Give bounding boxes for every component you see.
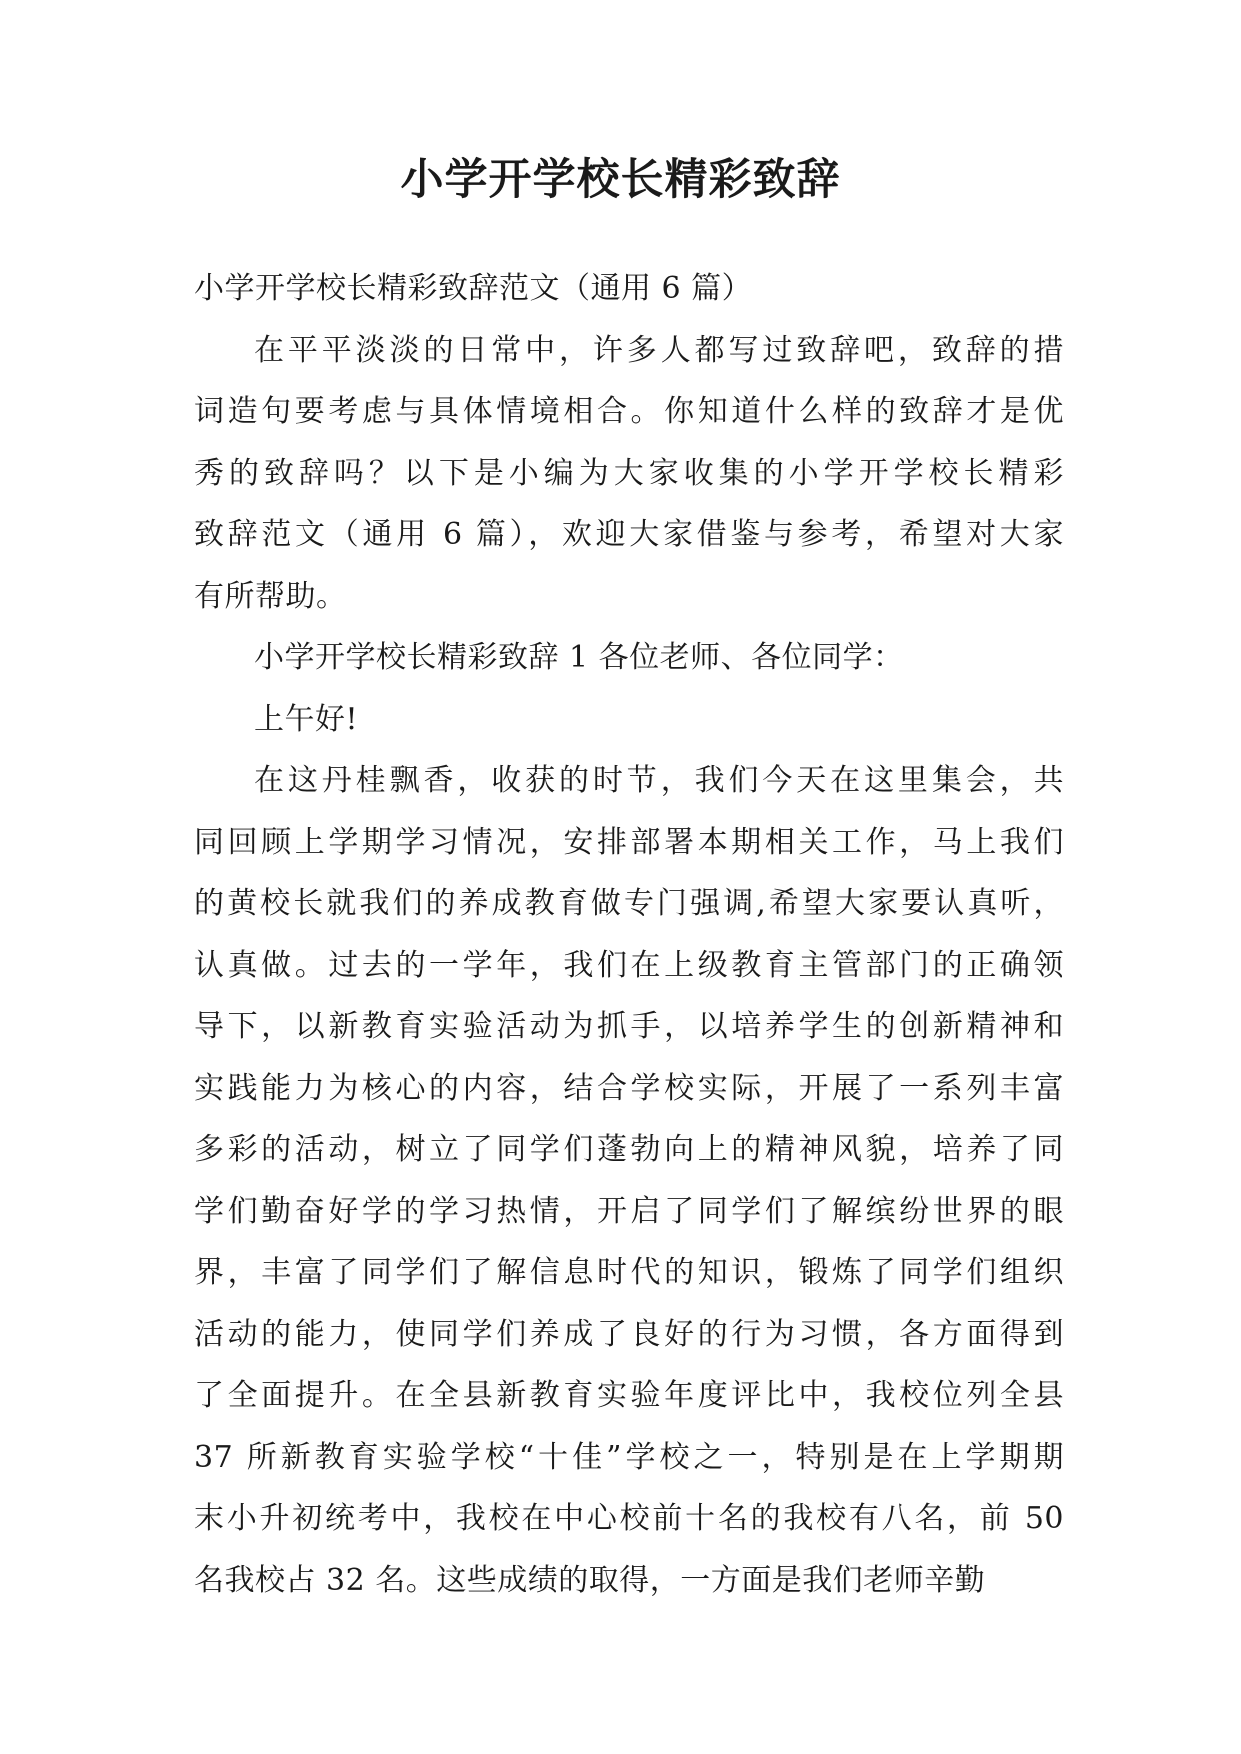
text-line: 末小升初统考中，我校在中心校前十名的我校有八名，前 50: [194, 1501, 1064, 1536]
paragraph-list: [194, 320, 1064, 1612]
text-line: 多彩的活动，树立了同学们蓬勃向上的精神风貌，培养了同: [194, 1132, 1064, 1167]
text-line: 认真做。过去的一学年，我们在上级教育主管部门的正确领: [194, 947, 1064, 983]
text-line: 小学开学校长精彩致辞范文（通用 6 篇）: [194, 271, 753, 306]
text-line: 导下，以新教育实验活动为抓手，以培养学生的创新精神和: [194, 1009, 1064, 1044]
text-line: 了全面提升。在全县新教育实验年度评比中，我校位列全县: [194, 1378, 1064, 1413]
text-line: 词造句要考虑与具体情境相合。你知道什么样的致辞才是优: [194, 394, 1064, 429]
text-line: 的黄校长就我们的养成教育做专门强调,希望大家要认真听，: [194, 886, 1064, 921]
document-subtitle: [194, 258, 1064, 320]
paragraph: [194, 750, 1064, 1611]
document-body: [194, 258, 1064, 1611]
text-line: 学们勤奋好学的学习热情，开启了同学们了解缤纷世界的眼: [194, 1193, 1064, 1229]
text-line: 同回顾上学期学习情况，安排部署本期相关工作，马上我们: [194, 824, 1064, 860]
text-line: 致辞范文（通用 6 篇），欢迎大家借鉴与参考，希望对大家: [194, 517, 1064, 552]
text-line: 小学开学校长精彩致辞 1 各位老师、各位同学：: [254, 640, 904, 675]
paragraph: [194, 320, 1064, 628]
text-line: 活动的能力，使同学们养成了良好的行为习惯，各方面得到: [194, 1316, 1064, 1352]
text-line: 名我校占 32 名。这些成绩的取得，一方面是我们老师辛勤: [194, 1562, 986, 1598]
text-line: 有所帮助。: [194, 578, 347, 614]
text-line: 在这丹桂飘香，收获的时节，我们今天在这里集会，共: [254, 763, 1064, 798]
text-line: 在平平淡淡的日常中，许多人都写过致辞吧，致辞的措: [254, 332, 1064, 368]
paragraph: [194, 627, 1064, 689]
paragraph: [194, 689, 1064, 751]
text-line: 秀的致辞吗？以下是小编为大家收集的小学开学校长精彩: [194, 455, 1064, 491]
text-line: 实践能力为核心的内容，结合学校实际，开展了一系列丰富: [194, 1070, 1064, 1106]
text-line: 界，丰富了同学们了解信息时代的知识，锻炼了同学们组织: [194, 1255, 1064, 1290]
text-line: 上午好!: [254, 701, 359, 737]
document-title: 小学开学校长精彩致辞: [400, 155, 841, 205]
text-line: 37 所新教育实验学校“十佳”学校之一，特别是在上学期期: [194, 1439, 1064, 1475]
